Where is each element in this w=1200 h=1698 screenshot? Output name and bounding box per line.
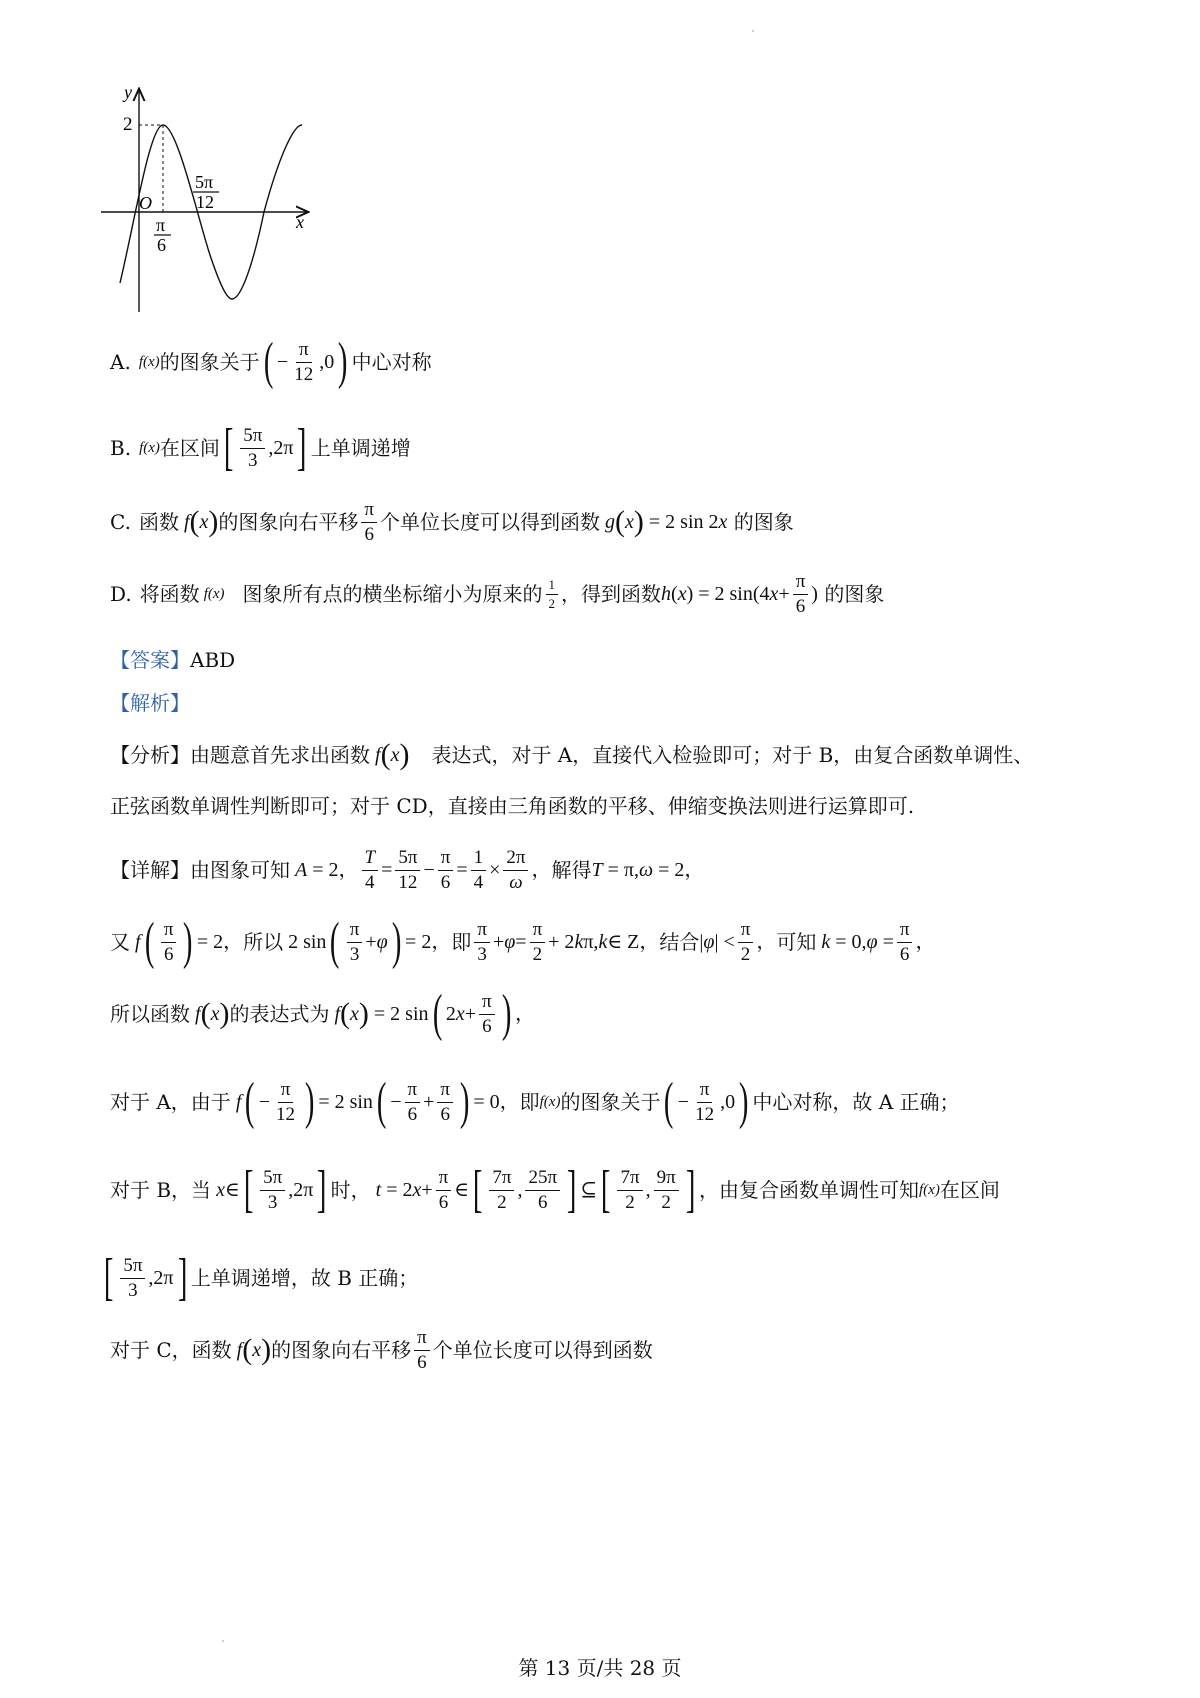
detail-text11: 即 — [519, 1090, 540, 1114]
frac-pi-6: $\frac{\pi}{6}$ — [361, 500, 377, 545]
fenxi-text2: 表达式，对于 A，直接代入检验即可；对于 B，由复合函数单调性、 — [431, 743, 1034, 767]
detail-text5: 即 — [451, 930, 472, 954]
detail-line-2: 又 f ( $\frac{\pi}{6}$ ) = 2， 所以 2 sin ( $\frac{\pi}{3}$ + φ ) = 2， 即 $\frac{\pi}{3}$ + φ = $\frac{\pi}{2}$ + 2 k π, k ∈ Z， 结合 | φ | < $\frac{\pi}{2}$ ， 可知 k = 0, φ = $\frac{\pi}{6}$ ， — [110, 913, 936, 970]
paren-close: ) — [338, 333, 348, 390]
x-axis-label: x — [296, 212, 304, 232]
option-c-label: C. — [110, 510, 131, 534]
option-b-fx: f(x) — [139, 439, 160, 456]
frac-5pi-3: $\frac{5\pi}{3}$ — [240, 426, 265, 471]
detail-line-3: 所以函数 f ( x ) 的表达式为 f ( x ) = 2 sin ( 2 x + $\frac{\pi}{6}$ ) ， — [110, 985, 535, 1042]
detail-line-b2: [ $\frac{5\pi}{3}$ ,2π ] 上单调递增，故 B 正确； — [103, 1249, 419, 1306]
analysis-heading — [110, 691, 190, 715]
detail-line-a: 对于 A，由于 f ( − $\frac{\pi}{12}$ ) = 2 sin ( − $\frac{\pi}{6}$ + $\frac{\pi}{6}$ ) = 0， 即 f(x) 的图象关于 ( − $\frac{\pi}{12}$ ,0 ) 中心对称，故 A 正确； — [110, 1073, 960, 1130]
detail-text19: 对于 C，函数 — [110, 1338, 232, 1362]
option-c-text4: 的图象 — [733, 510, 794, 534]
frac-1-2: $\frac{1}{2}$ — [546, 578, 559, 610]
frac-pi-12: $\frac{\pi}{12}$ — [294, 338, 314, 385]
option-b-label: B. — [110, 436, 132, 460]
option-b: B. f(x) 在区间 [ $\frac{5\pi}{3}$ ,2π ] 上单调递增 — [110, 419, 411, 476]
option-d: D. 将函数 f(x) 图象所有点的横坐标缩小为原来的 $\frac{1}{2}$ ，得到函数 h ( x ) = 2 sin(4 x + $\frac{\pi}{6}$ ) 的图象 — [110, 570, 885, 617]
option-d-fx: f(x) — [203, 585, 225, 602]
option-d-label: D. — [110, 582, 132, 606]
detail-text1: 由图象可知 — [190, 858, 290, 882]
y-axis-label: y — [124, 82, 132, 102]
detail-line-1: 【详解】 由图象可知 A = 2， $\frac{T}{4}$ = $\frac{5\pi}{12}$ − $\frac{\pi}{6}$ = $\frac{1}{4}$ × $\frac{2\pi}{\omega}$ ， 解得 T = π, ω = 2， — [110, 846, 705, 893]
option-c-text3: 个单位长度可以得到函数 — [380, 510, 600, 534]
detail-text8: 所以函数 — [110, 1002, 190, 1026]
detail-line-c: 对于 C，函数 f ( x ) 的图象向右平移 $\frac{\pi}{6}$ 个单位长度可以得到函数 — [110, 1326, 653, 1373]
option-b-text1: 在区间 — [159, 436, 220, 460]
answer-tag: 【答案】 — [110, 648, 190, 672]
detail-text9: 的表达式为 — [229, 1002, 330, 1026]
option-a-fx: f(x) — [138, 353, 160, 370]
mark-5pi-12-den: 12 — [196, 192, 214, 212]
speck — [222, 1640, 224, 1642]
fenxi-line-1: 【分析】 由题意首先求出函数 f ( x ) 表达式，对于 A，直接代入检验即可；对于 B，由复合函数单调性、 — [110, 738, 1034, 771]
option-d-text4: 的图象 — [824, 582, 885, 606]
mark-pi-6-den: 6 — [157, 235, 166, 255]
mark-pi-6-num: π — [156, 215, 166, 235]
option-d-text2: 图象所有点的横坐标缩小为原来的 — [242, 582, 543, 606]
option-d-text3: ，得到函数 — [561, 582, 662, 606]
detail-line-b: 对于 B，当 x ∈ [ $\frac{5\pi}{3}$ ,2π ] 时， t = 2 x + $\frac{\pi}{6}$ ∈ [ $\frac{7\pi}{2}$ , $\frac{25\pi}{6}$ ] ⊆ [ $\frac{7\pi}{2}$ , $\frac{9\pi}{2}$ ] ，由复合函数单调性可知 f(x) 在区间 — [110, 1161, 1000, 1218]
option-a: A. f(x) 的图象关于 ( − $\frac{\pi}{12}$ ,0 ) 中心对称 — [110, 333, 432, 390]
detail-text10: 对于 A，由于 — [110, 1090, 231, 1114]
origin-label: O — [139, 193, 152, 213]
option-c-text1: 函数 — [138, 510, 179, 534]
fenxi-text1: 由题意首先求出函数 — [190, 743, 370, 767]
detail-text13: 中心对称，故 A 正确； — [752, 1090, 960, 1114]
detail-text15: 时， — [330, 1178, 371, 1202]
mark-5pi-12-num: 5π — [195, 172, 214, 192]
analysis-tag: 【解析】 — [110, 691, 190, 715]
option-a-text1: 的图象关于 — [159, 350, 260, 374]
detail-text16: ，由复合函数单调性可知 — [699, 1178, 919, 1202]
detail-text6: 结合 — [659, 930, 700, 954]
detail-text21: 个单位长度可以得到函数 — [432, 1338, 653, 1362]
paren-open: ( — [263, 333, 274, 390]
answer-value: ABD — [190, 648, 236, 672]
speck — [752, 30, 754, 32]
detail-text7: 可知 — [776, 930, 817, 954]
detail-text14: 对于 B，当 — [110, 1178, 212, 1202]
detail-tag: 【详解】 — [110, 858, 190, 882]
y-max-label: 2 — [123, 114, 133, 135]
answer-line — [110, 648, 235, 672]
detail-text2: 解得 — [551, 858, 592, 882]
detail-text20: 的图象向右平移 — [271, 1338, 412, 1362]
detail-text4: 所以 — [243, 930, 284, 954]
page-footer: 第 13 页/共 28 页 — [518, 1656, 682, 1680]
fenxi-tag: 【分析】 — [110, 743, 190, 767]
detail-text3: 又 — [110, 930, 130, 954]
option-a-label: A. — [110, 350, 131, 374]
detail-text12: 的图象关于 — [560, 1090, 661, 1114]
frac-pi-6-d: $\frac{\pi}{6}$ — [793, 572, 809, 617]
option-c: C. 函数 f ( x ) 的图象向右平移 $\frac{\pi}{6}$ 个单位长度可以得到函数 g ( x ) = 2 sin 2 x 的图象 — [110, 498, 794, 545]
detail-text17: 在区间 — [939, 1178, 1000, 1202]
fenxi-line-2 — [110, 794, 914, 818]
option-b-text2: 上单调递增 — [310, 436, 411, 460]
option-d-text1: 将函数 — [139, 582, 200, 606]
option-a-text2: 中心对称 — [351, 350, 432, 374]
detail-text18: 上单调递增，故 B 正确； — [190, 1266, 419, 1290]
option-c-text2: 的图象向右平移 — [218, 510, 359, 534]
fenxi-text3: 正弦函数单调性判断即可；对于 CD，直接由三角函数的平移、伸缩变换法则进行运算即可. — [110, 794, 915, 818]
sine-graph-figure — [95, 80, 325, 320]
